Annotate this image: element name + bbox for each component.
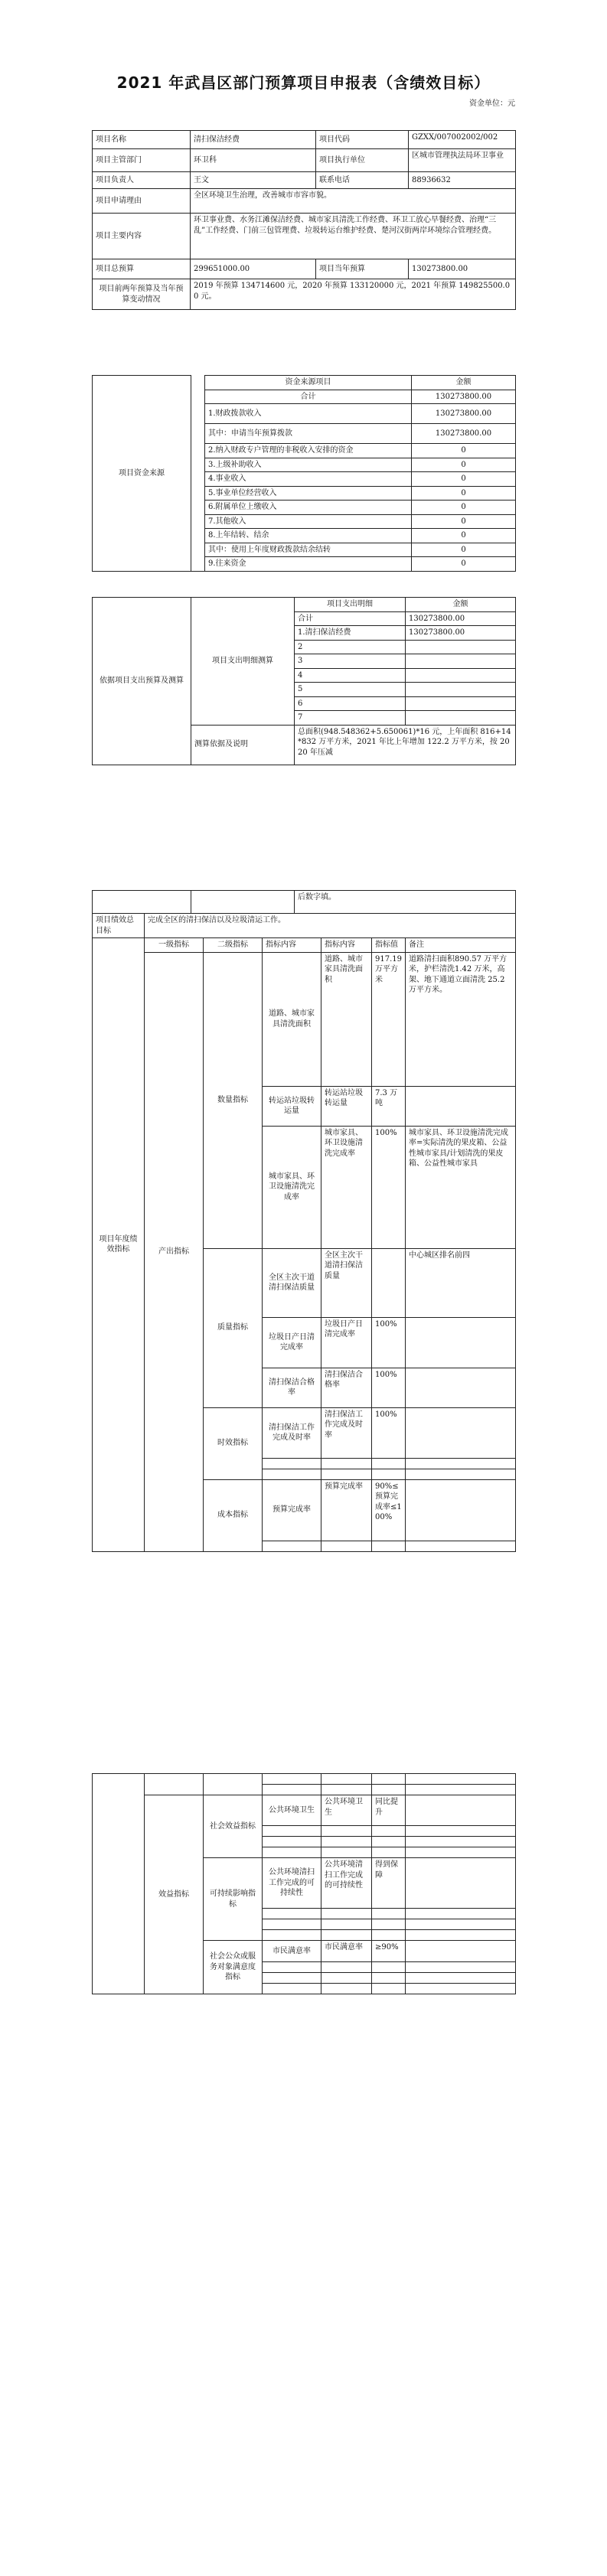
empty-cell bbox=[406, 1847, 516, 1858]
funding-row-amount: 0 bbox=[412, 444, 516, 458]
exec-unit-label: 项目执行单位 bbox=[316, 149, 409, 172]
empty-cell bbox=[406, 1984, 516, 1994]
leader-value: 王文 bbox=[191, 172, 316, 189]
indicator-value: 90%≤预算完成率≤100% bbox=[372, 1479, 406, 1541]
expense-row-label: 4 bbox=[295, 668, 406, 683]
indicator-content: 垃圾日产日清完成率 bbox=[263, 1317, 321, 1368]
blank bbox=[145, 1774, 204, 1795]
expense-row-amount: 130273800.00 bbox=[406, 611, 516, 626]
empty-cell bbox=[321, 1909, 372, 1919]
funding-col-amount: 金额 bbox=[412, 376, 516, 390]
indicator-note bbox=[406, 1317, 516, 1368]
funding-row-label: 1.财政拨款收入 bbox=[205, 404, 412, 424]
basic-info-table bbox=[92, 130, 516, 310]
expense-row-amount bbox=[406, 640, 516, 654]
indicator-note bbox=[406, 1086, 516, 1126]
basis-cont-blank-1 bbox=[93, 891, 191, 914]
indicator-value: ≥90% bbox=[372, 1941, 406, 1962]
project-name-label: 项目名称 bbox=[93, 131, 191, 149]
performance-table bbox=[92, 913, 516, 1552]
empty-cell bbox=[321, 1962, 372, 1973]
expense-row-label: 1.清扫保洁经费 bbox=[295, 626, 406, 641]
indicator-content-2: 市民满意率 bbox=[321, 1941, 372, 1962]
funding-row-amount: 0 bbox=[412, 486, 516, 501]
funding-row-label: 2.纳入财政专户管理的非税收入安排的资金 bbox=[205, 444, 412, 458]
indicator-content-2: 清扫保洁合格率 bbox=[321, 1368, 372, 1407]
empty-cell bbox=[263, 1541, 321, 1551]
indicator-value bbox=[372, 1248, 406, 1317]
indicator-value: 同比提升 bbox=[372, 1795, 406, 1826]
expense-row-label: 6 bbox=[295, 696, 406, 711]
empty-cell bbox=[321, 1458, 372, 1469]
indicator-content: 预算完成率 bbox=[263, 1479, 321, 1541]
indicator-content: 公共环境清扫工作完成的可持续性 bbox=[263, 1858, 321, 1909]
empty-cell bbox=[263, 1962, 321, 1973]
indicator-content-2: 公共环境卫生 bbox=[321, 1795, 372, 1826]
quantity-indicator-label: 数量指标 bbox=[204, 952, 263, 1248]
prior-budget-label: 项目前两年预算及当年预算变动情况 bbox=[93, 279, 191, 310]
empty-cell bbox=[263, 1909, 321, 1919]
project-code-value: GZXX/007002002/002 bbox=[409, 131, 516, 149]
indicator-content: 清扫保洁合格率 bbox=[263, 1368, 321, 1407]
empty-cell bbox=[263, 1847, 321, 1858]
expense-detail-label: 项目支出明细测算 bbox=[191, 598, 295, 726]
cost-indicator-label: 成本指标 bbox=[204, 1479, 263, 1551]
currency-unit: 资金单位：元 bbox=[469, 99, 515, 108]
indicator-value: 100% bbox=[372, 1407, 406, 1458]
basis-continuation-table bbox=[92, 890, 516, 914]
empty-cell bbox=[372, 1837, 406, 1847]
funding-row-amount: 0 bbox=[412, 514, 516, 529]
expense-row-amount: 130273800.00 bbox=[406, 626, 516, 641]
empty-cell bbox=[406, 1962, 516, 1973]
indicator-note: 道路清扫面积890.57 万平方米，护栏清洗1.42 万米，高架、地下通道立面清洗 25.2万平方米。 bbox=[406, 952, 516, 1086]
expense-col-item: 项目支出明细 bbox=[295, 598, 406, 612]
indicator-content-2: 公共环境清扫工作完成的可持续性 bbox=[321, 1858, 372, 1909]
blank bbox=[204, 1774, 263, 1795]
empty-cell bbox=[406, 1785, 516, 1795]
col-level2: 二级指标 bbox=[204, 938, 263, 953]
funding-table bbox=[92, 375, 516, 572]
empty-cell bbox=[321, 1930, 372, 1941]
funding-row-label: 合计 bbox=[205, 390, 412, 404]
benefit-table bbox=[92, 1773, 516, 1994]
empty-cell bbox=[406, 1774, 516, 1785]
funding-row-amount: 0 bbox=[412, 557, 516, 572]
empty-cell bbox=[263, 1984, 321, 1994]
empty-cell bbox=[372, 1919, 406, 1930]
expense-row-label: 7 bbox=[295, 711, 406, 726]
prior-budget-value: 2019 年预算 134714600 元，2020 年预算 133120000 元，2021 年预算 149825500.00 元。 bbox=[191, 279, 516, 310]
empty-cell bbox=[406, 1909, 516, 1919]
funding-spacer bbox=[191, 376, 205, 572]
empty-cell bbox=[372, 1541, 406, 1551]
empty-cell bbox=[263, 1785, 321, 1795]
expense-row-label: 2 bbox=[295, 640, 406, 654]
social-indicator-label: 社会效益指标 bbox=[204, 1795, 263, 1858]
expense-row-amount bbox=[406, 683, 516, 697]
basis-text: 总面积(948.548362+5.650061)*16 元，上年面积 816+14*832 万平方米，2021 年比上年增加 122.2 万平方米，按 2020 年压减 bbox=[295, 725, 516, 765]
empty-cell bbox=[321, 1774, 372, 1785]
empty-cell bbox=[372, 1847, 406, 1858]
indicator-note: 中心城区排名前四 bbox=[406, 1248, 516, 1317]
total-budget-label: 项目总预算 bbox=[93, 259, 191, 279]
indicator-content-2: 全区主次干道清扫保洁质量 bbox=[321, 1248, 372, 1317]
indicator-value: 7.3 万吨 bbox=[372, 1086, 406, 1126]
time-indicator-label: 时效指标 bbox=[204, 1407, 263, 1479]
empty-cell bbox=[372, 1774, 406, 1785]
col-level1: 一级指标 bbox=[145, 938, 204, 953]
empty-cell bbox=[372, 1962, 406, 1973]
indicator-note bbox=[406, 1795, 516, 1826]
col-content-2: 指标内容 bbox=[321, 938, 372, 953]
expense-row-label: 合计 bbox=[295, 611, 406, 626]
funding-row-amount: 0 bbox=[412, 529, 516, 543]
funding-row-amount: 0 bbox=[412, 458, 516, 472]
empty-cell bbox=[263, 1826, 321, 1837]
year-budget-label: 项目当年预算 bbox=[316, 259, 409, 279]
funding-row-label: 其中：使用上年度财政拨款结余结转 bbox=[205, 543, 412, 557]
funding-row-label: 其中：申请当年预算拨款 bbox=[205, 424, 412, 444]
reason-label: 项目申请理由 bbox=[93, 189, 191, 214]
content-value: 环卫事业费、水务江滩保洁经费、城市家具清洗工作经费、环卫工放心早餐经费、治理“三乱”工作经费、门前三包管理费、垃圾转运台维护经费、楚河汉街两岸环境综合管理经费。 bbox=[191, 214, 516, 259]
indicator-content-2: 清扫保洁工作完成及时率 bbox=[321, 1407, 372, 1458]
benefit-indicator-label: 效益指标 bbox=[145, 1795, 204, 1994]
col-value: 指标值 bbox=[372, 938, 406, 953]
quality-indicator-label: 质量指标 bbox=[204, 1248, 263, 1407]
indicator-content-2: 预算完成率 bbox=[321, 1479, 372, 1541]
empty-cell bbox=[263, 1919, 321, 1930]
empty-cell bbox=[372, 1973, 406, 1984]
total-budget-value: 299651000.00 bbox=[191, 259, 316, 279]
expense-table bbox=[92, 597, 516, 765]
empty-cell bbox=[406, 1458, 516, 1469]
funding-row-amount: 0 bbox=[412, 472, 516, 487]
empty-cell bbox=[372, 1469, 406, 1479]
indicator-value: 917.19万平方米 bbox=[372, 952, 406, 1086]
funding-row-label: 6.附属单位上缴收入 bbox=[205, 501, 412, 515]
empty-cell bbox=[263, 1930, 321, 1941]
indicator-content: 全区主次干道清扫保洁质量 bbox=[263, 1248, 321, 1317]
phone-value: 88936632 bbox=[409, 172, 516, 189]
expense-col-amount: 金额 bbox=[406, 598, 516, 612]
empty-cell bbox=[372, 1458, 406, 1469]
indicator-content-2: 道路、城市家具清洗面积 bbox=[321, 952, 372, 1086]
empty-cell bbox=[263, 1774, 321, 1785]
reason-value: 全区环境卫生治理，改善城市市容市貌。 bbox=[191, 189, 516, 214]
expense-section-label: 依据项目支出预算及测算 bbox=[93, 598, 191, 765]
empty-cell bbox=[321, 1847, 372, 1858]
dept-label: 项目主管部门 bbox=[93, 149, 191, 172]
funding-col-item: 资金来源项目 bbox=[205, 376, 412, 390]
funding-row-label: 7.其他收入 bbox=[205, 514, 412, 529]
empty-cell bbox=[321, 1826, 372, 1837]
annual-indicator-label: 项目年度绩效指标 bbox=[93, 938, 145, 1552]
exec-unit-value: 区城市管理执法局环卫事业 bbox=[409, 149, 516, 172]
project-name-value: 清扫保洁经费 bbox=[191, 131, 316, 149]
empty-cell bbox=[321, 1837, 372, 1847]
empty-cell bbox=[406, 1973, 516, 1984]
funding-row-label: 9.往来资金 bbox=[205, 557, 412, 572]
empty-cell bbox=[406, 1919, 516, 1930]
empty-cell bbox=[321, 1541, 372, 1551]
overall-goal-label: 项目绩效总目标 bbox=[93, 914, 145, 938]
satisfaction-indicator-label: 社会公众或服务对象满意度指标 bbox=[204, 1941, 263, 1994]
empty-cell bbox=[321, 1919, 372, 1930]
empty-cell bbox=[321, 1984, 372, 1994]
indicator-content: 转运站垃圾转运量 bbox=[263, 1086, 321, 1126]
expense-row-amount bbox=[406, 696, 516, 711]
indicator-value: 100% bbox=[372, 1368, 406, 1407]
indicator-note bbox=[406, 1368, 516, 1407]
funding-row-amount: 0 bbox=[412, 543, 516, 557]
col-note: 备注 bbox=[406, 938, 516, 953]
expense-row-label: 3 bbox=[295, 654, 406, 669]
funding-row-amount: 130273800.00 bbox=[412, 390, 516, 404]
empty-cell bbox=[406, 1837, 516, 1847]
indicator-value: 得到保障 bbox=[372, 1858, 406, 1909]
content-label: 项目主要内容 bbox=[93, 214, 191, 259]
expense-row-amount bbox=[406, 711, 516, 726]
funding-row-label: 3.上级补助收入 bbox=[205, 458, 412, 472]
basis-cont-blank-2 bbox=[191, 891, 295, 914]
indicator-note bbox=[406, 1479, 516, 1541]
expense-row-amount bbox=[406, 668, 516, 683]
indicator-note bbox=[406, 1407, 516, 1458]
indicator-value: 100% bbox=[372, 1317, 406, 1368]
funding-section-label: 项目资金来源 bbox=[93, 376, 191, 572]
empty-cell bbox=[263, 1837, 321, 1847]
overall-goal-value: 完成全区的清扫保洁以及垃圾清运工作。 bbox=[145, 914, 516, 938]
empty-cell bbox=[321, 1785, 372, 1795]
empty-cell bbox=[372, 1930, 406, 1941]
indicator-content: 清扫保洁工作完成及时率 bbox=[263, 1407, 321, 1458]
indicator-value: 100% bbox=[372, 1126, 406, 1248]
expense-row-label: 5 bbox=[295, 683, 406, 697]
basis-text-continued: 后数字填。 bbox=[295, 891, 516, 914]
empty-cell bbox=[321, 1973, 372, 1984]
empty-cell bbox=[372, 1984, 406, 1994]
year-budget-value: 130273800.00 bbox=[409, 259, 516, 279]
empty-cell bbox=[406, 1826, 516, 1837]
funding-row-amount: 0 bbox=[412, 501, 516, 515]
leader-label: 项目负责人 bbox=[93, 172, 191, 189]
indicator-note: 城市家具、环卫设施清洗完成率=实际清洗的果皮箱、公益性城市家具/计划清洗的果皮箱、公益性城市家具 bbox=[406, 1126, 516, 1248]
indicator-note bbox=[406, 1941, 516, 1962]
dept-value: 环卫科 bbox=[191, 149, 316, 172]
empty-cell bbox=[372, 1826, 406, 1837]
indicator-content-2: 转运站垃圾转运量 bbox=[321, 1086, 372, 1126]
phone-label: 联系电话 bbox=[316, 172, 409, 189]
benefit-outer-blank bbox=[93, 1774, 145, 1994]
empty-cell bbox=[263, 1458, 321, 1469]
empty-cell bbox=[263, 1469, 321, 1479]
project-code-label: 项目代码 bbox=[316, 131, 409, 149]
indicator-content-2: 城市家具、环卫设施清洗完成率 bbox=[321, 1126, 372, 1248]
funding-row-label: 8.上年结转、结余 bbox=[205, 529, 412, 543]
empty-cell bbox=[372, 1909, 406, 1919]
empty-cell bbox=[406, 1541, 516, 1551]
empty-cell bbox=[321, 1469, 372, 1479]
sustain-indicator-label: 可持续影响指标 bbox=[204, 1858, 263, 1941]
indicator-content: 道路、城市家具清洗面积 bbox=[263, 952, 321, 1086]
indicator-content: 公共环境卫生 bbox=[263, 1795, 321, 1826]
funding-row-label: 4.事业收入 bbox=[205, 472, 412, 487]
funding-row-amount: 130273800.00 bbox=[412, 424, 516, 444]
expense-row-amount bbox=[406, 654, 516, 669]
empty-cell bbox=[406, 1469, 516, 1479]
indicator-note bbox=[406, 1858, 516, 1909]
funding-row-label: 5.事业单位经营收入 bbox=[205, 486, 412, 501]
basis-label: 测算依据及说明 bbox=[191, 725, 295, 765]
output-indicator-label: 产出指标 bbox=[145, 952, 204, 1551]
funding-row-amount: 130273800.00 bbox=[412, 404, 516, 424]
form-title: 2021 年武昌区部门预算项目申报表（含绩效目标） bbox=[116, 73, 491, 92]
empty-cell bbox=[406, 1930, 516, 1941]
empty-cell bbox=[263, 1973, 321, 1984]
indicator-content: 市民满意率 bbox=[263, 1941, 321, 1962]
empty-cell bbox=[372, 1785, 406, 1795]
indicator-content-2: 垃圾日产日清完成率 bbox=[321, 1317, 372, 1368]
col-content: 指标内容 bbox=[263, 938, 321, 953]
indicator-content: 城市家具、环卫设施清洗完成率 bbox=[263, 1126, 321, 1248]
